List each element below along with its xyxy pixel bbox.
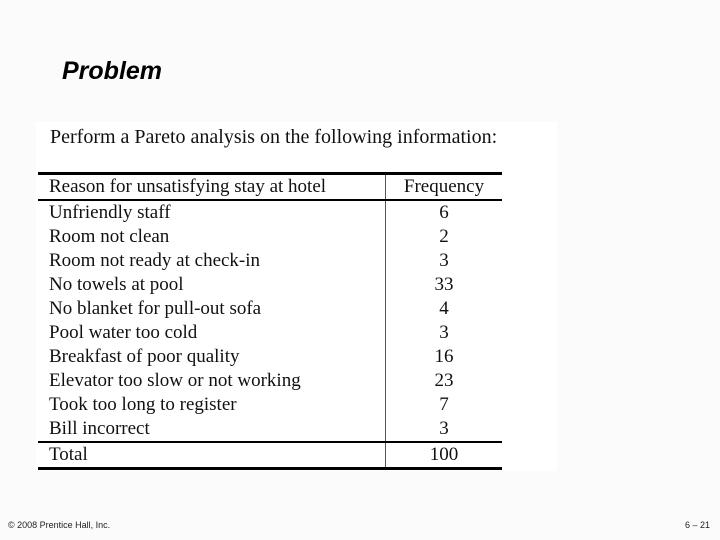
footer-page-number: 6 – 21 <box>684 520 710 530</box>
frequency-cell: 6 <box>386 200 503 225</box>
total-value: 100 <box>386 442 503 469</box>
table-row <box>38 369 502 393</box>
total-label: Total <box>49 444 88 465</box>
table-row <box>38 200 502 225</box>
reason-cell: Room not clean <box>49 226 170 247</box>
frequency-cell: 2 <box>386 225 503 249</box>
reason-cell: Room not ready at check-in <box>49 250 261 271</box>
slide-title: Problem <box>62 57 163 85</box>
problem-image <box>36 122 557 471</box>
table-total-row <box>38 442 502 469</box>
frequency-table <box>38 172 502 470</box>
reason-cell: Pool water too cold <box>49 322 198 343</box>
table-row <box>38 225 502 249</box>
table-row <box>38 417 502 442</box>
frequency-cell: 7 <box>386 393 503 417</box>
frequency-cell: 16 <box>386 345 503 369</box>
header-reason: Reason for unsatisfying stay at hotel <box>49 176 327 197</box>
table-row <box>38 321 502 345</box>
table-row <box>38 273 502 297</box>
reason-cell: No towels at pool <box>49 274 184 295</box>
reason-cell: Bill incorrect <box>49 418 150 439</box>
frequency-cell: 3 <box>386 417 503 442</box>
frequency-cell: 3 <box>386 321 503 345</box>
reason-cell: Breakfast of poor quality <box>49 346 240 367</box>
frequency-cell: 33 <box>386 273 503 297</box>
reason-cell: No blanket for pull-out sofa <box>49 298 262 319</box>
reason-cell: Unfriendly staff <box>49 202 171 223</box>
reason-cell: Elevator too slow or not working <box>49 370 301 391</box>
reason-cell: Took too long to register <box>49 394 237 415</box>
problem-intro: Perform a Pareto analysis on the following information: <box>50 126 498 148</box>
table-header-row <box>38 174 502 201</box>
frequency-cell: 3 <box>386 249 503 273</box>
footer-copyright: © 2008 Prentice Hall, Inc. <box>8 520 111 530</box>
table-row <box>38 297 502 321</box>
frequency-cell: 4 <box>386 297 503 321</box>
table-row <box>38 249 502 273</box>
table-row <box>38 393 502 417</box>
table-row <box>38 345 502 369</box>
header-frequency: Frequency <box>386 174 503 201</box>
frequency-cell: 23 <box>386 369 503 393</box>
